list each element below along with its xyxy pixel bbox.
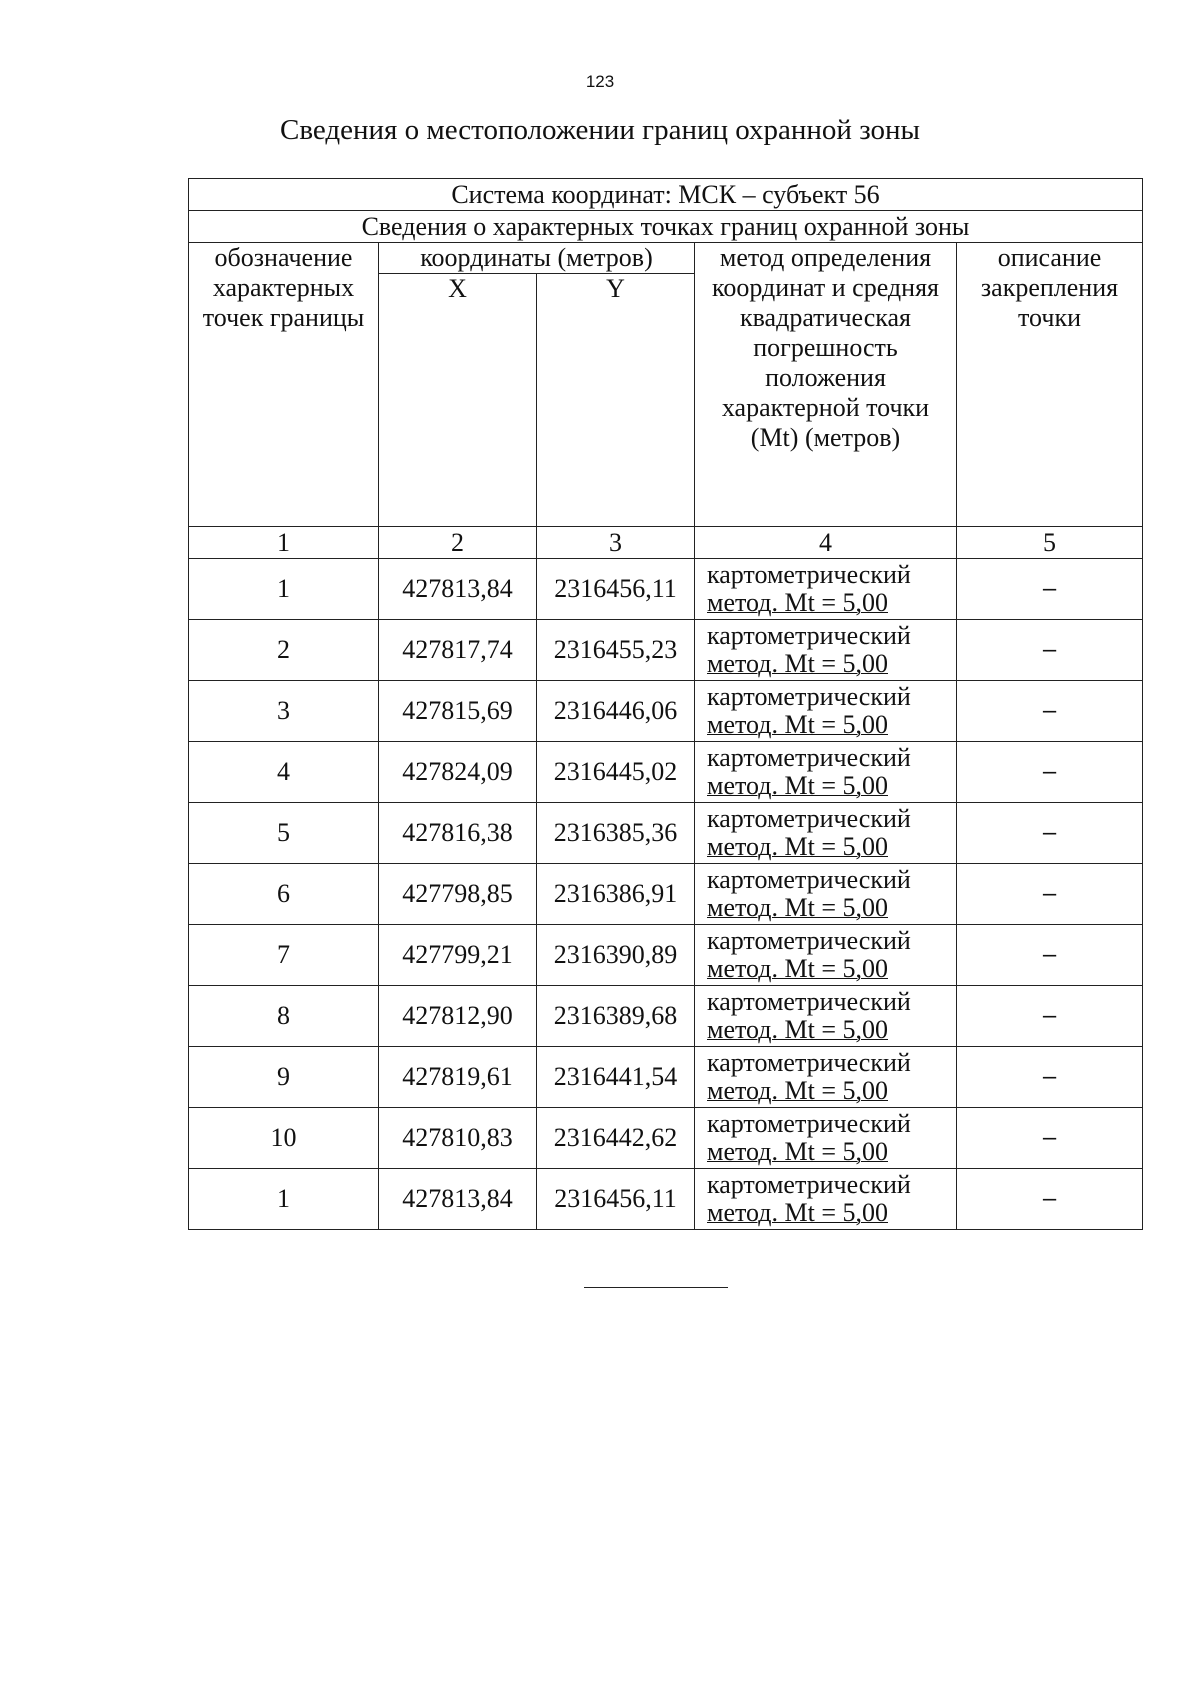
x-coordinate: 427824,09 xyxy=(379,742,537,803)
y-coordinate: 2316390,89 xyxy=(537,925,695,986)
method-line2: метод. Mt = 5,00 xyxy=(707,954,888,983)
point-number: 6 xyxy=(189,864,379,925)
method-line2: метод. Mt = 5,00 xyxy=(707,1015,888,1044)
point-description: – xyxy=(957,1047,1143,1108)
header-method: метод определения координат и средняя квадратическая погрешность положения характерной точки (Mt) (метров) xyxy=(695,243,957,527)
method-line1: картометрический xyxy=(707,743,911,772)
point-description: – xyxy=(957,925,1143,986)
point-description: – xyxy=(957,1108,1143,1169)
method-line2: метод. Mt = 5,00 xyxy=(707,832,888,861)
method-line2: метод. Mt = 5,00 xyxy=(707,893,888,922)
method-line1: картометрический xyxy=(707,621,911,650)
method-cell xyxy=(695,864,957,925)
method-line1: картометрический xyxy=(707,1109,911,1138)
y-coordinate: 2316385,36 xyxy=(537,803,695,864)
method-cell xyxy=(695,620,957,681)
header-coordinates: координаты (метров) xyxy=(379,243,695,274)
end-divider xyxy=(584,1287,728,1288)
coordinate-system-row xyxy=(189,179,1143,211)
table-row xyxy=(189,620,1143,681)
method-line2: метод. Mt = 5,00 xyxy=(707,1076,888,1105)
point-description: – xyxy=(957,620,1143,681)
method-line2: метод. Mt = 5,00 xyxy=(707,1137,888,1166)
table-row xyxy=(189,986,1143,1047)
method-line1: картометрический xyxy=(707,865,911,894)
y-coordinate: 2316456,11 xyxy=(537,1169,695,1230)
y-coordinate: 2316386,91 xyxy=(537,864,695,925)
y-coordinate: 2316446,06 xyxy=(537,681,695,742)
points-info-label: Сведения о характерных точках границ охранной зоны xyxy=(189,211,1143,243)
method-line1: картометрический xyxy=(707,560,911,589)
point-number: 5 xyxy=(189,803,379,864)
table-row xyxy=(189,1047,1143,1108)
method-line2: метод. Mt = 5,00 xyxy=(707,771,888,800)
point-description: – xyxy=(957,1169,1143,1230)
column-numbers-row xyxy=(189,527,1143,559)
y-coordinate: 2316441,54 xyxy=(537,1047,695,1108)
method-cell xyxy=(695,1108,957,1169)
point-description: – xyxy=(957,681,1143,742)
method-line2: метод. Mt = 5,00 xyxy=(707,1198,888,1227)
method-line1: картометрический xyxy=(707,1048,911,1077)
x-coordinate: 427819,61 xyxy=(379,1047,537,1108)
header-y: Y xyxy=(537,274,695,527)
point-number: 10 xyxy=(189,1108,379,1169)
y-coordinate: 2316389,68 xyxy=(537,986,695,1047)
x-coordinate: 427817,74 xyxy=(379,620,537,681)
point-description: – xyxy=(957,559,1143,620)
point-description: – xyxy=(957,742,1143,803)
table-row xyxy=(189,1169,1143,1230)
y-coordinate: 2316456,11 xyxy=(537,559,695,620)
method-line2: метод. Mt = 5,00 xyxy=(707,588,888,617)
method-line1: картометрический xyxy=(707,804,911,833)
table-row xyxy=(189,864,1143,925)
method-cell xyxy=(695,1047,957,1108)
boundary-points-table xyxy=(188,178,1143,1230)
method-cell xyxy=(695,986,957,1047)
method-line2: метод. Mt = 5,00 xyxy=(707,649,888,678)
method-line1: картометрический xyxy=(707,926,911,955)
method-cell xyxy=(695,681,957,742)
point-number: 9 xyxy=(189,1047,379,1108)
method-line1: картометрический xyxy=(707,682,911,711)
x-coordinate: 427813,84 xyxy=(379,559,537,620)
column-number: 3 xyxy=(537,527,695,559)
point-number: 3 xyxy=(189,681,379,742)
column-number: 4 xyxy=(695,527,957,559)
document-title: Сведения о местоположении границ охранной зоны xyxy=(279,114,920,146)
page-number: 123 xyxy=(585,72,615,91)
y-coordinate: 2316445,02 xyxy=(537,742,695,803)
points-info-row xyxy=(189,211,1143,243)
method-cell xyxy=(695,925,957,986)
method-cell xyxy=(695,803,957,864)
table-row xyxy=(189,1108,1143,1169)
point-number: 8 xyxy=(189,986,379,1047)
header-x: X xyxy=(379,274,537,527)
point-number: 1 xyxy=(189,1169,379,1230)
method-line2: метод. Mt = 5,00 xyxy=(707,710,888,739)
x-coordinate: 427799,21 xyxy=(379,925,537,986)
header-row xyxy=(189,243,1143,274)
x-coordinate: 427816,38 xyxy=(379,803,537,864)
table-row xyxy=(189,925,1143,986)
column-number: 5 xyxy=(957,527,1143,559)
table-row xyxy=(189,559,1143,620)
table-body xyxy=(189,179,1143,1230)
method-line1: картометрический xyxy=(707,987,911,1016)
header-description: описание закрепления точки xyxy=(957,243,1143,527)
method-cell xyxy=(695,559,957,620)
point-description: – xyxy=(957,864,1143,925)
table-row xyxy=(189,681,1143,742)
y-coordinate: 2316442,62 xyxy=(537,1108,695,1169)
point-number: 1 xyxy=(189,559,379,620)
x-coordinate: 427812,90 xyxy=(379,986,537,1047)
table-row xyxy=(189,803,1143,864)
x-coordinate: 427798,85 xyxy=(379,864,537,925)
coordinate-system-label: Система координат: МСК – субъект 56 xyxy=(189,179,1143,211)
column-number: 2 xyxy=(379,527,537,559)
table-row xyxy=(189,742,1143,803)
x-coordinate: 427815,69 xyxy=(379,681,537,742)
method-cell xyxy=(695,1169,957,1230)
method-cell xyxy=(695,742,957,803)
method-line1: картометрический xyxy=(707,1170,911,1199)
header-designation: обозначение характерных точек границы xyxy=(189,243,379,527)
point-description: – xyxy=(957,986,1143,1047)
point-number: 2 xyxy=(189,620,379,681)
column-number: 1 xyxy=(189,527,379,559)
point-number: 4 xyxy=(189,742,379,803)
x-coordinate: 427810,83 xyxy=(379,1108,537,1169)
point-description: – xyxy=(957,803,1143,864)
x-coordinate: 427813,84 xyxy=(379,1169,537,1230)
point-number: 7 xyxy=(189,925,379,986)
y-coordinate: 2316455,23 xyxy=(537,620,695,681)
